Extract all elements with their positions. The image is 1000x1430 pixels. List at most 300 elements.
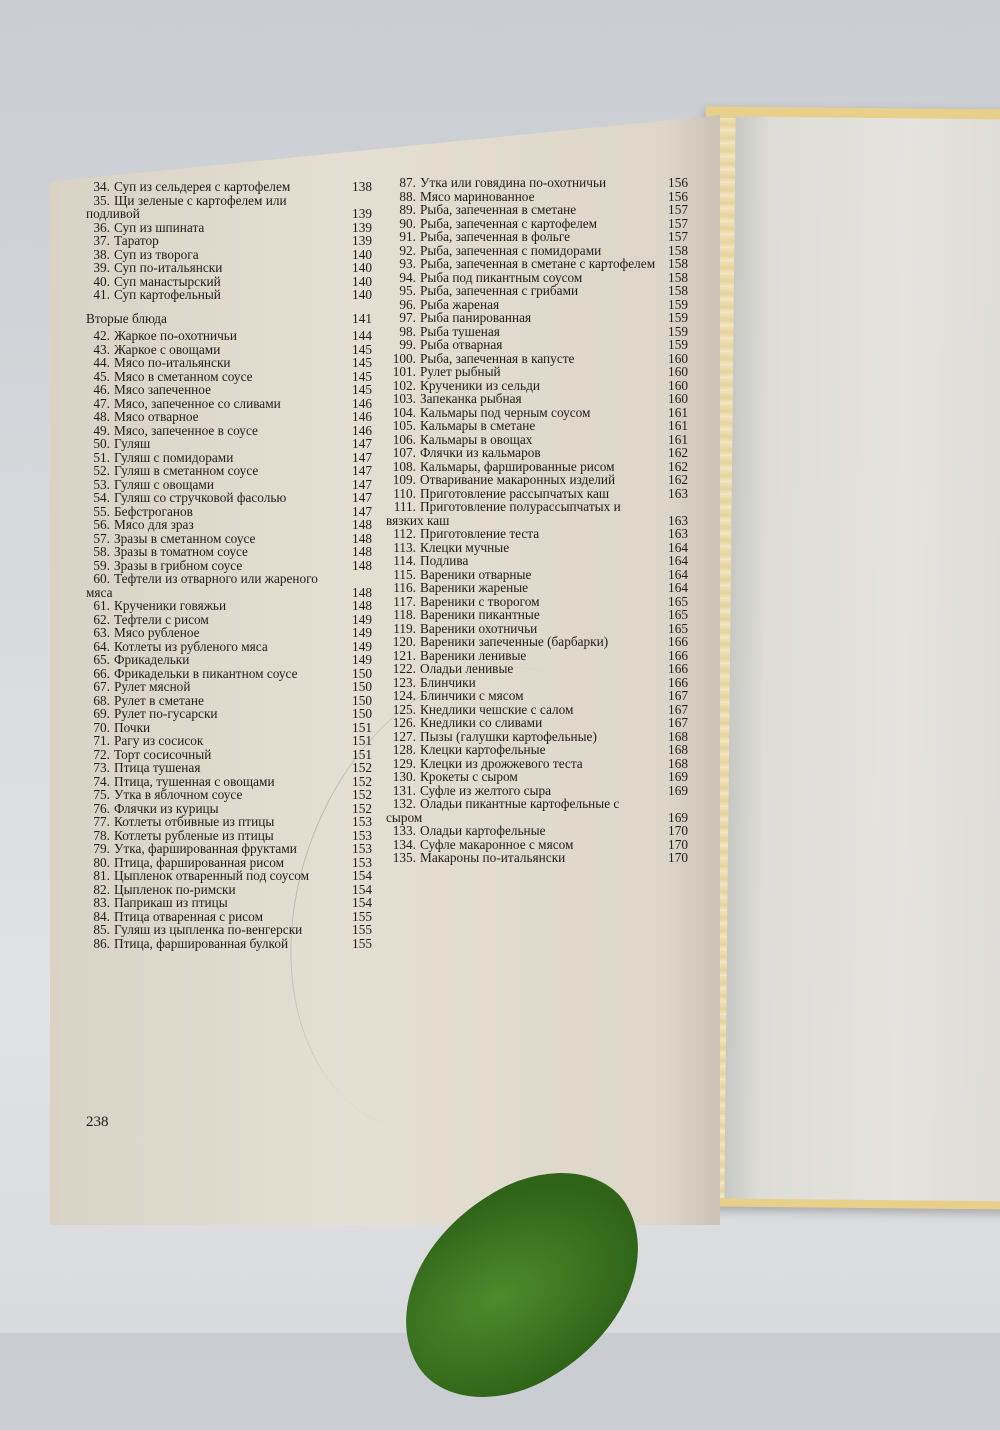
toc-entry-number: 87. <box>399 175 416 190</box>
toc-entry-text: Рыба, запеченная в сметане с картофелем <box>420 256 656 271</box>
toc-entry <box>86 923 372 937</box>
toc-entry-number: 119. <box>393 620 416 636</box>
toc-entry <box>386 784 688 798</box>
toc-entry-title <box>386 743 658 757</box>
toc-entry-text: Утка или говядина по-охотничьи <box>420 175 607 190</box>
toc-entry-text: Кальмары в овощах <box>420 431 533 447</box>
toc-entry-page: 170 <box>668 836 688 852</box>
toc-entry-number: 41. <box>93 287 110 302</box>
toc-entry <box>86 383 372 397</box>
toc-entry-title <box>386 379 658 393</box>
toc-entry-title <box>386 797 658 824</box>
toc-entry-page: 148 <box>352 530 372 546</box>
toc-entry-number: 126. <box>392 715 416 730</box>
toc-entry-text: Приготовление рассыпчатых каш <box>420 485 610 501</box>
toc-entry-number: 117. <box>393 593 416 609</box>
toc-entry-page: 155 <box>352 908 372 924</box>
toc-entry <box>386 568 688 582</box>
toc-entry-number: 99. <box>399 337 416 352</box>
toc-entry-title <box>86 234 342 248</box>
toc-entry-page: 164 <box>668 566 688 582</box>
toc-entry <box>386 298 688 312</box>
toc-entry-text: Мясо запеченное <box>114 382 212 397</box>
toc-entry-page: 156 <box>668 188 688 204</box>
toc-entry-title <box>86 842 342 856</box>
toc-entry-number: 93. <box>399 256 416 271</box>
toc-entry-number: 80. <box>93 854 110 870</box>
toc-entry-title <box>86 572 342 599</box>
toc-entry-number: 61. <box>93 598 110 613</box>
toc-entry-title <box>86 788 342 802</box>
toc-entry <box>386 460 688 474</box>
toc-entry <box>386 500 688 527</box>
toc-entry-text: Кальмары, фаршированные рисом <box>420 458 615 474</box>
toc-entry-number: 83. <box>93 895 110 910</box>
toc-entry-number: 53. <box>93 476 110 492</box>
toc-entry-number: 110. <box>393 485 416 501</box>
toc-entry <box>386 649 688 663</box>
toc-entry-title <box>386 473 658 487</box>
toc-entry-title <box>386 757 658 771</box>
toc-entry-page: 145 <box>352 382 372 397</box>
toc-entry-text: Рыба тушеная <box>420 323 500 339</box>
toc-entry-text: Мясо по-итальянски <box>114 355 231 370</box>
toc-entry-title <box>86 707 342 721</box>
toc-entry-number: 37. <box>93 233 110 248</box>
toc-entry-title <box>386 311 658 325</box>
toc-entry-title <box>386 446 658 460</box>
toc-entry-page: 157 <box>668 215 688 231</box>
toc-entry-title <box>86 410 342 424</box>
toc-entry-page: 159 <box>668 337 688 352</box>
toc-entry <box>86 478 372 492</box>
toc-entry-text: Торт сосисочный <box>114 746 212 762</box>
toc-entry-text: Зразы в грибном соусе <box>114 557 243 573</box>
toc-entry-title <box>86 343 342 357</box>
toc-entry-page: 169 <box>668 809 688 825</box>
toc-entry <box>86 761 372 775</box>
toc-entry-number: 97. <box>399 310 416 325</box>
toc-entry-title <box>86 275 342 289</box>
toc-entry-text: Таратор <box>114 233 159 248</box>
toc-entry-page: 150 <box>352 665 372 681</box>
toc-entry-text: Котлеты рубленые из птицы <box>114 827 274 843</box>
toc-entry-text: Кальмары под черным соусом <box>420 404 591 420</box>
flyleaf-page <box>724 117 1000 1202</box>
toc-entry <box>86 734 372 748</box>
toc-entry-title <box>86 491 342 505</box>
toc-entry-number: 114. <box>393 553 416 568</box>
toc-entry-text: Мясо рубленое <box>114 625 200 640</box>
toc-entry <box>386 379 688 393</box>
toc-entry-title <box>386 622 658 636</box>
toc-entry-number: 86. <box>93 935 110 951</box>
toc-entry-page: 147 <box>352 436 372 451</box>
toc-entry <box>386 716 688 730</box>
toc-entry-number: 56. <box>93 517 110 532</box>
section-heading-second-courses <box>86 312 372 326</box>
toc-entry-number: 98. <box>399 323 416 339</box>
toc-entry <box>386 770 688 784</box>
toc-entry-title <box>86 829 342 843</box>
toc-entry <box>86 221 372 235</box>
page-number: 238 <box>86 1114 109 1130</box>
toc-entry <box>386 230 688 244</box>
toc-entry-number: 133. <box>392 823 416 838</box>
toc-entry <box>386 851 688 865</box>
toc-entry-page: 140 <box>352 287 372 302</box>
toc-entry-text: Вареники отварные <box>420 566 532 582</box>
toc-entry-title <box>386 325 658 339</box>
toc-entry-title <box>86 451 342 465</box>
toc-entry-number: 49. <box>93 422 110 438</box>
toc-entry-number: 43. <box>93 341 110 357</box>
toc-entry-title <box>86 937 342 951</box>
toc-entry-page: 154 <box>352 895 372 910</box>
toc-entry <box>386 622 688 636</box>
toc-entry-page: 161 <box>668 431 688 447</box>
toc-entry-number: 39. <box>93 260 110 275</box>
toc-entry-number: 111. <box>393 499 416 514</box>
toc-entry <box>386 581 688 595</box>
toc-entry-number: 123. <box>392 674 416 690</box>
toc-entry <box>386 595 688 609</box>
toc-entry-text: Гуляш из цыпленка по-венгерски <box>114 922 303 937</box>
toc-entry-number: 59. <box>93 557 110 573</box>
toc-entry-title <box>386 527 658 541</box>
toc-entry-page: 139 <box>352 233 372 248</box>
toc-entry-page: 154 <box>352 868 372 883</box>
toc-entry <box>386 244 688 258</box>
toc-entry-page: 152 <box>352 800 372 816</box>
toc-entry-number: 60. <box>93 571 110 586</box>
toc-entry-text: Вареники с творогом <box>420 593 540 609</box>
toc-entry-text: Почки <box>114 719 151 735</box>
toc-entry-number: 100. <box>392 350 416 366</box>
toc-entry-page: 154 <box>352 881 372 897</box>
toc-entry-number: 88. <box>399 188 416 204</box>
toc-entry-number: 51. <box>93 449 110 465</box>
toc-entry-number: 135. <box>392 850 416 865</box>
toc-entry-text: Клецки картофельные <box>420 742 546 757</box>
toc-entry-page: 140 <box>352 260 372 275</box>
toc-entry-page: 148 <box>352 517 372 532</box>
toc-entry-page: 162 <box>668 445 688 460</box>
toc-entry-title <box>386 460 658 474</box>
toc-entry <box>86 559 372 573</box>
toc-entry-page: 167 <box>668 701 688 717</box>
toc-entry-page: 152 <box>352 773 372 789</box>
toc-entry-page: 153 <box>352 814 372 829</box>
toc-entry-page: 151 <box>352 733 372 748</box>
toc-entry-text: Крокеты с сыром <box>420 769 518 784</box>
toc-entry-number: 112. <box>393 526 416 541</box>
toc-entry-text: Отваривание макаронных изделий <box>420 472 616 487</box>
toc-entry-title <box>86 802 342 816</box>
toc-entry-number: 108. <box>392 458 416 474</box>
toc-entry-title <box>86 424 342 438</box>
toc-entry <box>86 599 372 613</box>
toc-entry-number: 127. <box>392 728 416 744</box>
toc-entry-text: Кальмары в сметане <box>420 418 536 433</box>
toc-entry <box>386 797 688 824</box>
toc-entry-page: 163 <box>668 512 688 528</box>
toc-entry <box>386 311 688 325</box>
toc-entry-page: 147 <box>352 503 372 519</box>
toc-entry-title <box>386 595 658 609</box>
toc-entry-text: Мясо маринованное <box>420 188 535 204</box>
toc-entry-text: Тефтели с рисом <box>114 611 209 627</box>
toc-entry-title <box>86 910 342 924</box>
toc-entry <box>386 257 688 271</box>
toc-entry <box>386 176 688 190</box>
toc-entry-text: Утка в яблочном соусе <box>114 787 243 802</box>
toc-entry-page: 160 <box>668 350 688 366</box>
toc-entry <box>386 406 688 420</box>
toc-entry <box>386 446 688 460</box>
toc-entry-page: 168 <box>668 755 688 771</box>
toc-entry <box>86 883 372 897</box>
toc-entry-title <box>386 244 658 258</box>
toc-entry-number: 40. <box>93 273 110 289</box>
toc-entry-page: 144 <box>352 328 372 343</box>
toc-entry-number: 54. <box>93 490 110 505</box>
toc-entry-page: 166 <box>668 661 688 676</box>
toc-entry-title <box>86 261 342 275</box>
toc-entry-title <box>386 176 658 190</box>
toc-entry-text: Рыба, запеченная в капусте <box>420 350 575 366</box>
toc-entry-page: 163 <box>668 485 688 501</box>
toc-entry-number: 58. <box>93 544 110 559</box>
toc-entry-page: 149 <box>352 625 372 640</box>
toc-entry-text: Суп по-итальянски <box>114 260 223 275</box>
toc-entry-number: 89. <box>399 202 416 217</box>
toc-entry-page: 159 <box>668 310 688 325</box>
toc-entry-title <box>386 554 658 568</box>
toc-entry <box>86 491 372 505</box>
toc-entry-title <box>386 203 658 217</box>
toc-entry-number: 121. <box>392 647 416 663</box>
toc-entry-title <box>86 869 342 883</box>
toc-entry-title <box>86 545 342 559</box>
toc-entry-title <box>386 716 658 730</box>
toc-entry-title <box>386 352 658 366</box>
toc-entry <box>86 910 372 924</box>
toc-entry-title <box>86 437 342 451</box>
toc-entry <box>86 410 372 424</box>
toc-entry-number: 104. <box>392 404 416 420</box>
toc-entry-text: Мясо, запеченное со сливами <box>114 395 281 411</box>
toc-entry-title <box>86 734 342 748</box>
toc-entry-number: 35. <box>93 192 110 208</box>
toc-entry-text: Мясо, запеченное в соусе <box>114 422 258 438</box>
toc-entry-text: Жаркое с овощами <box>114 341 221 357</box>
toc-entry-number: 81. <box>93 868 110 883</box>
toc-entry-text: Гуляш с овощами <box>114 476 214 492</box>
toc-entry <box>386 284 688 298</box>
toc-entry-title <box>386 635 658 649</box>
toc-entry-text: Вареники ленивые <box>420 647 527 663</box>
toc-entry <box>386 608 688 622</box>
toc-entry-number: 71. <box>93 733 110 748</box>
toc-entry-title <box>86 680 342 694</box>
toc-entry-text: Рыба, запеченная с грибами <box>420 283 579 298</box>
toc-entry <box>86 437 372 451</box>
toc-entry <box>86 505 372 519</box>
toc-entry <box>86 815 372 829</box>
toc-entry <box>386 487 688 501</box>
toc-entry-page: 155 <box>352 935 372 951</box>
toc-entry-number: 48. <box>93 409 110 424</box>
toc-entry-title <box>386 298 658 312</box>
toc-entry-title <box>386 730 658 744</box>
toc-entry-text: Крученики из сельди <box>420 377 540 393</box>
toc-entry-number: 90. <box>399 215 416 231</box>
toc-entry-text: Щи зеленые с картофелем или подливой <box>86 192 287 221</box>
toc-entry <box>86 275 372 289</box>
toc-entry-text: Суп из творога <box>114 246 199 262</box>
toc-entry-text: Рыба жареная <box>420 296 500 312</box>
toc-second-courses-list <box>86 329 372 950</box>
toc-entry-page: 168 <box>668 728 688 744</box>
toc-entry-page: 167 <box>668 688 688 703</box>
toc-entry-title <box>86 626 342 640</box>
toc-entry <box>386 541 688 555</box>
toc-entry-text: Фрикадельки в пикантном соусе <box>114 665 298 681</box>
toc-entry-text: Приготовление полурассыпчатых и вязких каш <box>386 499 621 528</box>
toc-entry-title <box>386 568 658 582</box>
toc-entry <box>386 365 688 379</box>
toc-entry-title <box>86 194 342 221</box>
toc-entry-text: Мясо для зраз <box>114 517 194 532</box>
toc-entry <box>386 554 688 568</box>
toc-entry-title <box>86 815 342 829</box>
toc-entry <box>86 545 372 559</box>
toc-entry <box>86 680 372 694</box>
toc-entry-number: 132. <box>392 796 416 811</box>
toc-entry <box>386 527 688 541</box>
toc-entry <box>86 464 372 478</box>
toc-entry <box>86 856 372 870</box>
toc-left-column <box>86 180 372 950</box>
toc-entry-title <box>386 608 658 622</box>
toc-entry-text: Мясо отварное <box>114 409 199 424</box>
toc-entry-page: 138 <box>352 179 372 194</box>
toc-entry-page: 159 <box>668 323 688 339</box>
toc-entry-text: Суп манастырский <box>114 273 221 289</box>
toc-entry-text: Зразы в сметанном соусе <box>114 530 256 546</box>
toc-entry-title <box>86 478 342 492</box>
toc-entry <box>386 325 688 339</box>
toc-entry-text: Рулет рыбный <box>420 364 501 379</box>
toc-entry-title <box>86 748 342 762</box>
toc-entry <box>86 653 372 667</box>
toc-entry <box>386 352 688 366</box>
toc-entry <box>386 662 688 676</box>
toc-entry-number: 128. <box>392 742 416 757</box>
toc-entry-page: 148 <box>352 544 372 559</box>
toc-entry-text: Оладьи пикантные картофельные с сыром <box>386 796 620 825</box>
toc-entry-number: 66. <box>93 665 110 681</box>
toc-entry-title <box>86 599 342 613</box>
toc-entry-number: 72. <box>93 746 110 762</box>
toc-entry-text: Бефстроганов <box>114 503 193 519</box>
toc-entry-number: 77. <box>93 814 110 829</box>
toc-entry <box>86 937 372 951</box>
toc-entry-page: 166 <box>668 647 688 663</box>
toc-entry <box>86 640 372 654</box>
toc-entry-number: 34. <box>93 179 110 194</box>
toc-entry-title <box>386 784 658 798</box>
toc-entry-page: 153 <box>352 841 372 856</box>
toc-entry-number: 134. <box>392 836 416 852</box>
toc-entry-page: 152 <box>352 760 372 775</box>
toc-entry <box>386 757 688 771</box>
toc-entry-text: Цыпленок отваренный под соусом <box>114 868 310 883</box>
toc-entry-number: 45. <box>93 368 110 384</box>
toc-entry <box>86 261 372 275</box>
toc-entry-number: 67. <box>93 679 110 694</box>
toc-entry-text: Суп из сельдерея с картофелем <box>114 179 291 194</box>
toc-entry-text: Рыба, запеченная с помидорами <box>420 242 602 258</box>
toc-entry-text: Вареники охотничьи <box>420 620 538 636</box>
toc-entry-page: 158 <box>668 269 688 285</box>
toc-entry-page: 165 <box>668 620 688 636</box>
toc-entry-title <box>86 383 342 397</box>
toc-entry-number: 52. <box>93 463 110 478</box>
toc-entry <box>86 180 372 194</box>
toc-entry <box>86 869 372 883</box>
toc-entry-text: Рулет по-гусарски <box>114 706 218 721</box>
toc-entry <box>386 217 688 231</box>
toc-entry-number: 63. <box>93 625 110 640</box>
toc-entry <box>386 730 688 744</box>
toc-entry-number: 95. <box>399 283 416 298</box>
toc-entry-title <box>86 397 342 411</box>
toc-entry-number: 65. <box>93 652 110 667</box>
toc-entry-title <box>386 676 658 690</box>
toc-entry <box>386 392 688 406</box>
toc-entry <box>386 635 688 649</box>
toc-entry-text: Цыпленок по-римски <box>114 881 236 897</box>
toc-entry-title <box>386 662 658 676</box>
toc-entry-page: 145 <box>352 341 372 357</box>
toc-entry-title <box>86 896 342 910</box>
toc-entry <box>86 721 372 735</box>
toc-entry-page: 166 <box>668 634 688 649</box>
toc-entry <box>86 248 372 262</box>
toc-entry-page: 170 <box>668 850 688 865</box>
toc-entry-title <box>386 541 658 555</box>
toc-entry <box>386 676 688 690</box>
toc-entry-number: 122. <box>392 661 416 676</box>
toc-entry-page: 150 <box>352 706 372 721</box>
toc-entry-title <box>86 288 342 302</box>
toc-entry-text: Рыба под пикантным соусом <box>420 269 583 285</box>
toc-entry-number: 42. <box>93 328 110 343</box>
toc-entry-number: 106. <box>392 431 416 447</box>
toc-entry-title <box>86 329 342 343</box>
toc-entry-number: 73. <box>93 760 110 775</box>
toc-entry-number: 129. <box>392 755 416 771</box>
toc-entry-text: Тефтели из отварного или жареного мяса <box>86 571 318 600</box>
toc-entry-number: 57. <box>93 530 110 546</box>
toc-entry-page: 148 <box>352 557 372 573</box>
toc-entry-number: 113. <box>393 539 416 555</box>
toc-entry-page: 148 <box>352 598 372 613</box>
toc-entry-number: 70. <box>93 719 110 735</box>
toc-entry <box>86 626 372 640</box>
